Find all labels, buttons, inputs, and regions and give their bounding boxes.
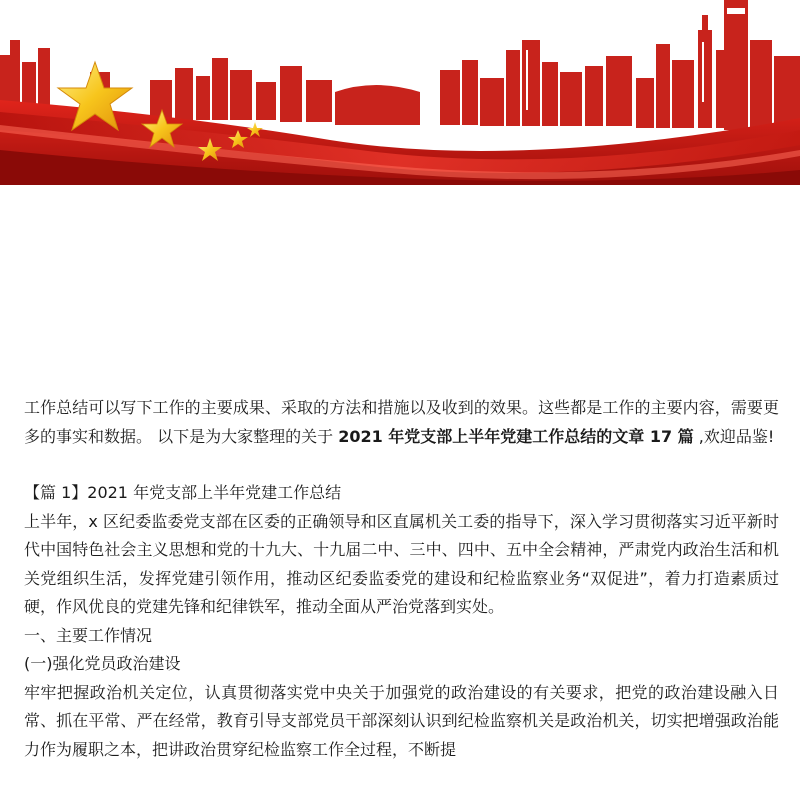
- intro-text: 工作总结可以写下工作的主要成果、采取的方法和措施以及收到的效果。这些都是工作的主要内容，需要更多的事实和数据。 以下是为大家整理的关于: [24, 398, 779, 446]
- intro-bold-text: 2021 年党支部上半年党建工作总结的文章 17 篇: [338, 426, 694, 446]
- header-banner: [0, 0, 800, 185]
- intro-tail-text: ,欢迎品鉴!: [693, 426, 775, 446]
- document-body: [24, 394, 779, 764]
- section-heading: 一、主要工作情况: [24, 625, 153, 645]
- city-skyline: [0, 0, 800, 130]
- skyline-windows: [526, 8, 745, 110]
- subsection-heading: (一)强化党员政治建设: [24, 654, 181, 673]
- article-paragraph: 牢牢把握政治机关定位，认真贯彻落实党中央关于加强党的政治建设的有关要求，把党的政治建设融入日常、抓在平常、严在经常，教育引导支部党员干部深刻认识到纪检监察机关是政治机关，切实把增强政治能力作为履职之本，把讲政治贯穿纪检监察工作全过程，不断提: [24, 682, 779, 759]
- article-heading: 【篇 1】2021 年党支部上半年党建工作总结: [24, 483, 342, 502]
- article-paragraph: 上半年，x 区纪委监委党支部在区委的正确领导和区直属机关工委的指导下，深入学习贯彻落实习近平新时代中国特色社会主义思想和党的十九大、十九届二中、三中、四中、五中全会精神，严肃党内政治生活和机关党组织生活，发挥党建引领作用，推动区纪委监委党的建设和纪检监察业务“双促进”，着力打造素质过硬，作风优良的党建先锋和纪律铁军，推动全面从严治党落到实处。: [24, 511, 779, 616]
- intro-paragraph: [24, 394, 779, 451]
